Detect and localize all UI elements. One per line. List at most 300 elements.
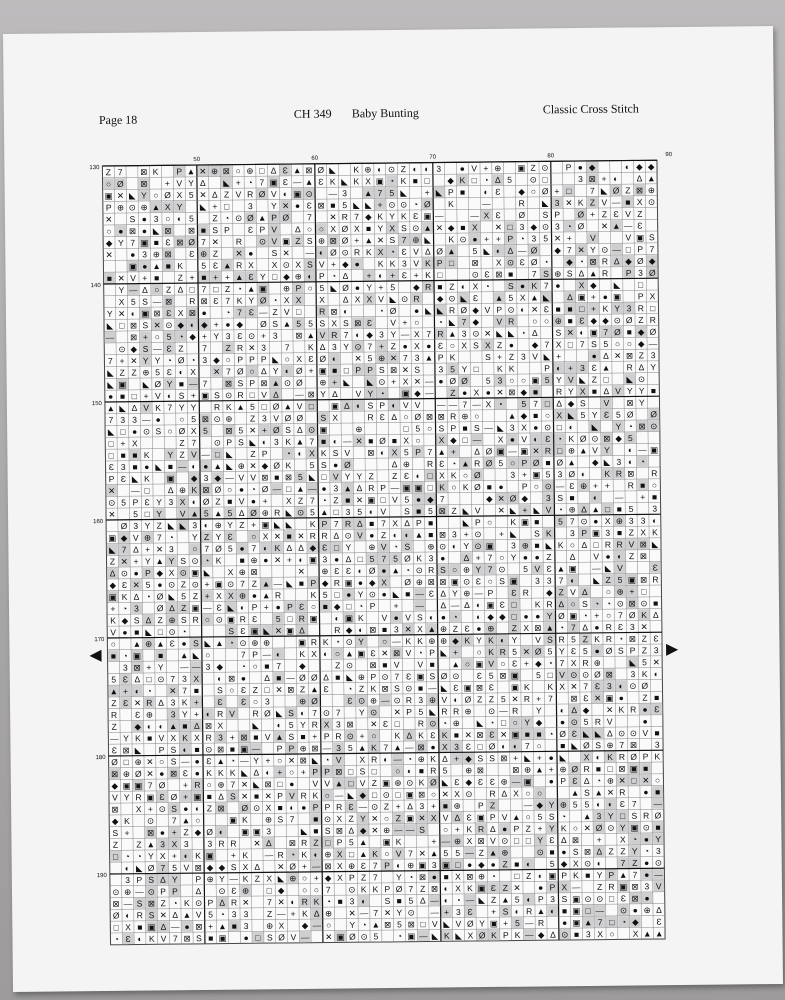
svg-text:▣: ▣ [261,519,270,530]
svg-text:Ø: Ø [595,822,603,833]
svg-text:●: ● [426,340,432,351]
svg-text:S: S [367,400,374,411]
svg-text:⊕: ⊕ [282,283,291,294]
svg-text:Ɛ: Ɛ [123,697,129,709]
svg-text:Δ: Δ [560,835,567,846]
svg-text:+: + [463,529,469,540]
svg-text:⊙: ⊙ [650,421,658,432]
svg-text:■: ■ [625,197,631,208]
svg-text:○: ○ [310,601,317,612]
svg-text:⊙: ⊙ [580,516,588,527]
svg-text:K: K [547,681,554,692]
svg-text:⊙: ⊙ [354,341,362,352]
svg-text:X: X [636,196,643,208]
svg-text:◐: ◐ [313,849,319,860]
svg-text:⊙: ⊙ [388,199,396,210]
svg-text:⊕: ⊕ [357,671,366,682]
svg-text:⊠: ⊠ [188,307,197,318]
svg-text:○: ○ [153,190,159,201]
svg-text:●: ● [225,319,231,330]
svg-text:Y: Y [118,237,124,248]
svg-text:3: 3 [654,739,660,750]
svg-text:◆: ◆ [213,354,220,365]
svg-text:⊙: ⊙ [629,728,638,739]
svg-text:X: X [392,518,399,529]
svg-text:3: 3 [605,527,611,538]
svg-text:Δ: Δ [558,599,565,610]
svg-text:R: R [333,577,340,588]
svg-text:●: ● [294,200,301,211]
svg-text:✕: ✕ [522,646,531,657]
svg-text:R: R [428,564,435,576]
svg-text:✕: ✕ [583,822,591,834]
svg-text:Z: Z [295,235,301,247]
svg-text:⊠: ⊠ [287,684,295,695]
svg-text:■: ■ [585,870,591,881]
svg-text:●: ● [250,496,257,507]
svg-text:—: — [105,332,115,343]
svg-text:▣: ▣ [650,444,659,455]
svg-text:⊙: ⊙ [248,330,256,341]
svg-text:◣: ◣ [603,456,611,467]
svg-text:Ɛ: Ɛ [613,209,619,220]
svg-text:K: K [299,648,306,659]
svg-text:5: 5 [523,563,528,575]
svg-text:X: X [125,922,131,933]
svg-text:◣: ◣ [286,578,293,589]
svg-text:◆: ◆ [413,281,420,292]
svg-text:○: ○ [252,661,258,672]
svg-text:◣: ◣ [613,279,621,290]
svg-text:3: 3 [616,456,622,467]
svg-text:P: P [259,224,266,235]
svg-text:Z: Z [628,527,635,538]
svg-text:■: ■ [655,822,661,833]
svg-text:◆: ◆ [636,161,643,172]
svg-text:■: ■ [337,896,343,907]
svg-text:Ɛ: Ɛ [543,304,550,315]
svg-text:R: R [311,719,318,730]
svg-text:+: + [229,732,235,743]
svg-text:●: ● [263,554,269,565]
svg-text:3: 3 [153,213,159,224]
svg-text:3: 3 [205,661,211,672]
svg-text:R: R [450,411,457,422]
svg-text:○: ○ [451,482,457,493]
svg-text:▲: ▲ [155,556,164,567]
svg-text:Ø: Ø [156,591,164,602]
svg-text:◣: ◣ [510,528,517,539]
svg-text:◆: ◆ [299,660,306,671]
svg-text:□: □ [346,601,352,612]
svg-text:⊙: ⊙ [544,481,552,492]
svg-text:Ø: Ø [311,696,318,707]
svg-text:Y: Y [156,508,163,519]
svg-text:X: X [377,246,384,257]
svg-text:P: P [276,743,283,754]
svg-text:Ø: Ø [158,780,166,791]
svg-text:◐: ◐ [282,188,289,199]
svg-text:◣: ◣ [249,437,257,448]
svg-text:⊕: ⊕ [289,873,297,884]
svg-text:◔: ◔ [145,591,151,602]
svg-text:+: + [590,291,597,302]
svg-text:P: P [312,802,319,813]
svg-text:S: S [561,894,568,905]
svg-text:✕: ✕ [531,304,539,315]
svg-text:Ɛ: Ɛ [227,531,233,542]
svg-text:S: S [394,683,400,694]
svg-text:◔: ◔ [113,934,120,945]
svg-text:Ɛ: Ɛ [166,367,173,378]
svg-text:Ɛ: Ɛ [654,704,660,715]
svg-text:Ø: Ø [112,910,120,921]
column-label: 70 [429,154,437,161]
svg-text:3: 3 [511,540,516,551]
svg-text:◔: ◔ [548,728,554,739]
svg-text:Z: Z [112,839,119,850]
svg-text:■: ■ [459,187,466,198]
svg-text:5: 5 [227,508,233,519]
svg-text:R: R [453,706,460,717]
svg-text:⊠: ⊠ [140,166,148,177]
svg-text:◣: ◣ [497,422,504,433]
svg-text:◆: ◆ [121,615,129,626]
svg-text:▲: ▲ [109,686,119,697]
svg-text:◆: ◆ [321,577,329,588]
svg-text:◐: ◐ [652,515,658,526]
svg-text:S: S [320,412,327,423]
svg-text:Ø: Ø [330,247,337,258]
svg-text:3: 3 [379,329,384,340]
svg-text:5: 5 [443,848,449,859]
svg-text:⊙: ⊙ [341,247,349,258]
svg-text:⊠: ⊠ [631,893,639,904]
svg-text:○: ○ [165,213,171,224]
svg-text:K: K [462,482,469,493]
svg-text:S: S [217,685,223,696]
svg-text:●: ● [251,590,258,601]
svg-text:5: 5 [485,375,491,386]
svg-text:■: ■ [332,365,338,376]
svg-text:▣: ▣ [286,625,295,636]
svg-text:□: □ [649,303,656,314]
svg-text:5: 5 [297,471,303,482]
svg-text:3: 3 [202,354,208,365]
row-label: 160 [93,519,104,526]
svg-text:◆: ◆ [535,717,543,728]
svg-text:◔: ◔ [451,458,457,469]
svg-text:V: V [615,386,621,397]
svg-text:Ø: Ø [206,826,214,837]
svg-text:Δ: Δ [134,674,141,685]
svg-text:◣: ◣ [440,682,448,693]
svg-text:✕: ✕ [169,685,177,696]
svg-text:✕: ✕ [118,308,126,319]
svg-text:R: R [277,849,284,860]
svg-text:Δ: Δ [298,542,304,553]
svg-text:■: ■ [253,791,260,802]
svg-text:□: □ [348,766,354,777]
svg-text:▲: ▲ [451,659,460,670]
svg-text:✕: ✕ [211,236,219,247]
svg-text:◔: ◔ [324,754,330,765]
svg-text:X: X [176,189,183,201]
svg-text:⊠: ⊠ [130,332,138,343]
svg-text:●: ● [472,234,478,245]
svg-text:⊙: ⊙ [147,886,155,897]
svg-text:V: V [283,306,290,317]
svg-text:V: V [179,508,186,519]
svg-text:5: 5 [521,398,527,409]
svg-text:Z: Z [451,505,457,516]
svg-text:R: R [583,763,590,775]
svg-text:+: + [522,504,528,516]
svg-text:—: — [484,422,493,433]
svg-text:□: □ [427,470,433,481]
svg-text:X: X [365,176,371,187]
svg-text:+: + [286,554,292,565]
svg-text:◆: ◆ [615,433,622,444]
svg-text:□: □ [325,837,331,848]
svg-text:Δ: Δ [636,173,643,184]
svg-text:✕: ✕ [513,882,521,893]
svg-text:⊠: ⊠ [500,753,508,764]
column-label: 60 [311,155,319,162]
svg-text:Y: Y [463,541,470,552]
svg-text:▲: ▲ [364,235,373,246]
svg-text:Z: Z [254,873,261,884]
svg-text:◐: ◐ [343,306,349,317]
svg-text:▣: ▣ [463,682,472,693]
svg-text:■: ■ [462,423,468,434]
svg-text:7: 7 [191,437,197,448]
svg-text:V: V [413,246,419,257]
svg-text:R: R [298,613,305,624]
svg-text:Ø: Ø [177,355,185,366]
svg-text:X: X [311,648,317,659]
svg-text:⊙: ⊙ [536,847,544,858]
svg-text:Ɛ: Ɛ [439,458,445,469]
svg-text:7: 7 [439,494,445,505]
row-label: 150 [91,401,102,408]
svg-text:Ø: Ø [478,930,486,941]
svg-text:◐: ◐ [318,247,325,258]
svg-text:—: — [152,296,162,307]
svg-text:—: — [153,343,162,354]
svg-text:X: X [323,719,330,730]
svg-text:S: S [148,910,155,921]
svg-text:◣: ◣ [629,657,637,668]
svg-text:+: + [424,187,430,198]
svg-text:3: 3 [414,352,420,363]
svg-text:7: 7 [631,798,637,809]
svg-text:K: K [215,555,222,566]
svg-text:▣: ▣ [441,859,451,870]
svg-text:S: S [343,318,349,329]
svg-text:5: 5 [390,282,396,293]
svg-text:◣: ◣ [541,197,549,209]
svg-text:+: + [537,823,543,834]
svg-text:Ø: Ø [241,802,249,814]
svg-text:—: — [359,907,369,918]
svg-text:○: ○ [302,884,308,895]
svg-text:⊙: ⊙ [405,683,413,694]
svg-text:▣: ▣ [282,236,291,247]
svg-text:⊙: ⊙ [529,174,537,185]
svg-text:3: 3 [428,553,434,564]
svg-text:●: ● [415,494,422,505]
svg-text:V: V [160,933,167,944]
svg-text:⊠: ⊠ [224,378,233,389]
svg-text:Δ: Δ [299,625,305,636]
svg-text:3: 3 [345,506,351,517]
svg-text:✕: ✕ [132,579,140,590]
svg-text:X: X [190,425,197,436]
svg-text:●: ● [181,638,187,649]
svg-text:P: P [544,363,550,374]
svg-text:Ø: Ø [473,470,481,481]
svg-text:Ɛ: Ɛ [213,295,219,306]
svg-text:+: + [201,331,208,342]
svg-text:Ɛ: Ɛ [594,681,601,692]
svg-text:V: V [402,400,409,411]
svg-text:⊙: ⊙ [501,835,509,846]
svg-text:Ɛ: Ɛ [382,718,389,729]
svg-text:▣: ▣ [520,516,530,527]
svg-text:▲: ▲ [447,246,456,257]
svg-text:○: ○ [324,790,330,801]
svg-text:○: ○ [277,755,283,766]
svg-text:S: S [416,612,423,623]
svg-text:Z: Z [250,448,256,459]
svg-text:V: V [431,918,438,930]
svg-text:V: V [455,918,462,929]
svg-text:⊙: ⊙ [258,236,267,247]
svg-text:R: R [425,281,432,292]
svg-text:X: X [359,754,366,765]
svg-text:◐: ◐ [177,213,183,224]
svg-text:Y: Y [356,471,363,482]
svg-text:◔: ◔ [556,433,563,444]
svg-text:Δ: Δ [345,554,352,565]
svg-text:◔: ◔ [490,871,496,882]
svg-text:◆: ◆ [333,601,341,612]
svg-text:■: ■ [429,659,435,670]
svg-text:Ø: Ø [577,209,585,220]
svg-text:▲: ▲ [215,637,224,649]
svg-text:7: 7 [524,740,530,752]
svg-text:▲: ▲ [414,529,424,540]
svg-text:Ø: Ø [342,282,349,293]
svg-text:Δ: Δ [218,791,224,802]
svg-text:○: ○ [443,824,449,835]
svg-text:Δ: Δ [440,588,447,599]
svg-text:◐: ◐ [146,721,153,732]
svg-text:+: + [261,425,268,436]
publication-name: Classic Cross Stitch [542,101,639,117]
svg-text:○: ○ [249,366,255,377]
svg-text:V: V [390,317,397,328]
svg-text:▣: ▣ [517,162,526,173]
svg-text:●: ● [130,249,136,260]
svg-text:■: ■ [560,740,566,751]
svg-text:V: V [625,232,632,243]
svg-text:X: X [168,567,175,578]
svg-text:S: S [648,232,655,243]
svg-text:P: P [324,802,331,813]
svg-text:◆: ◆ [324,872,332,883]
svg-text:7: 7 [569,516,575,527]
svg-text:Z: Z [299,684,306,695]
svg-text:Y: Y [524,717,531,728]
svg-text:Z: Z [156,520,162,531]
svg-text:V: V [405,647,412,658]
svg-text:▲: ▲ [358,837,368,848]
svg-text:5: 5 [472,245,478,256]
svg-text:◣: ◣ [241,767,248,778]
svg-text:▣: ▣ [629,763,638,774]
svg-text:◣: ◣ [455,930,462,941]
svg-text:V: V [229,708,235,719]
svg-text:V: V [130,273,136,284]
svg-text:⊠: ⊠ [261,472,269,483]
svg-text:■: ■ [514,859,520,870]
svg-text:▣: ▣ [140,237,149,248]
svg-text:+: + [556,351,562,362]
svg-text:V: V [271,236,278,247]
svg-text:▣: ▣ [485,540,494,551]
svg-text:—: — [592,563,601,574]
svg-text:▣: ▣ [134,780,143,791]
svg-text:■: ■ [591,386,598,397]
svg-text:—: — [436,399,446,410]
svg-text:✕: ✕ [600,220,609,232]
svg-text:R: R [274,507,281,518]
svg-text:⊕: ⊕ [299,696,307,707]
svg-text:Y: Y [548,823,555,834]
svg-text:P: P [176,166,183,177]
svg-text:▣: ▣ [318,365,327,376]
svg-text:⊠: ⊠ [288,837,297,848]
svg-text:K: K [441,730,448,741]
svg-text:Ø: Ø [460,305,468,316]
svg-text:■: ■ [412,175,418,186]
svg-text:P: P [406,706,412,717]
svg-text:Ø: Ø [559,728,567,739]
svg-text:7: 7 [309,436,315,447]
svg-text:P: P [507,233,514,244]
svg-text:V: V [381,612,388,623]
svg-text:—: — [123,898,133,909]
svg-text:□: □ [380,494,386,505]
svg-text:Y: Y [546,610,553,621]
svg-text:R: R [489,788,496,799]
svg-text:⊕: ⊕ [178,484,187,496]
svg-text:▣: ▣ [132,650,142,661]
svg-text:Δ: Δ [440,600,447,611]
svg-text:○: ○ [383,813,390,824]
svg-text:⊠: ⊠ [140,178,148,189]
svg-text:3: 3 [451,529,457,540]
svg-text:Z: Z [450,387,456,398]
svg-text:S: S [178,390,185,401]
svg-text:—: — [474,588,483,599]
svg-text:Y: Y [638,385,645,396]
svg-text:P: P [207,897,214,908]
svg-text:+: + [235,177,241,188]
svg-text:R: R [546,599,553,610]
